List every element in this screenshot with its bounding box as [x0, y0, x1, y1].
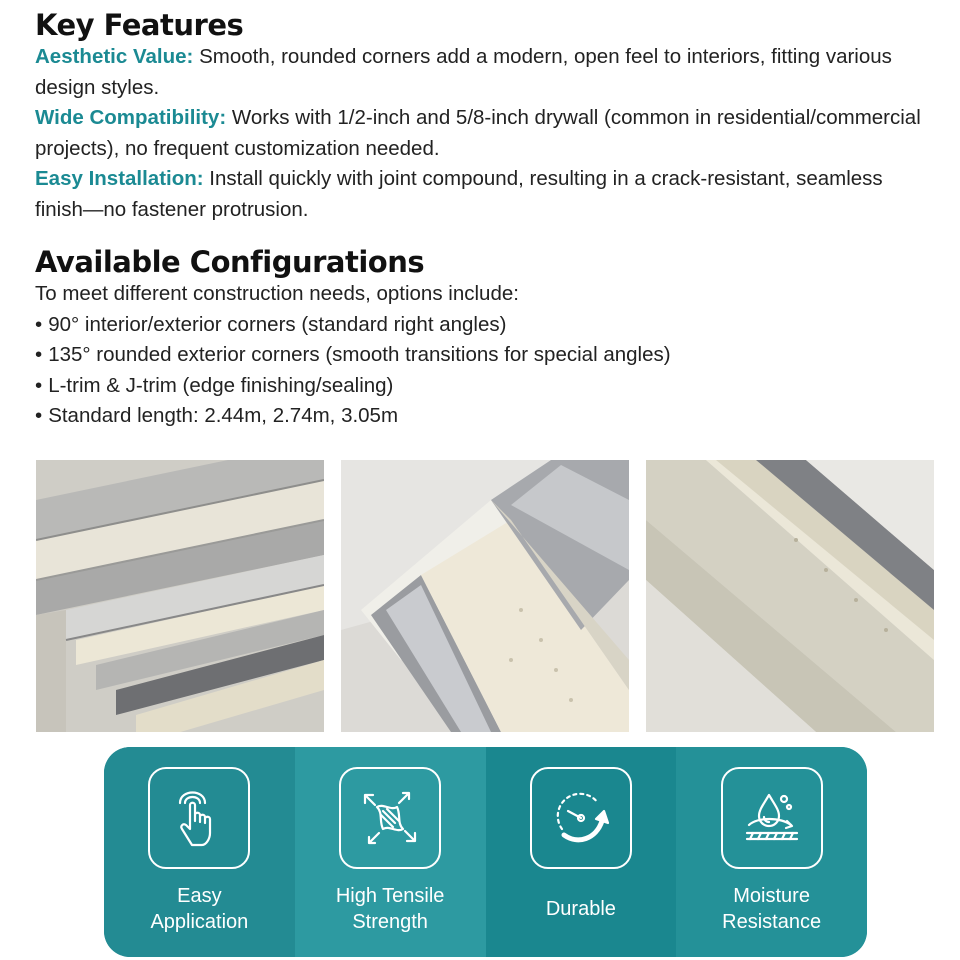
corner-bead-angle-photo [646, 460, 934, 732]
key-features-section [35, 8, 935, 225]
configurations-intro: To meet different construction needs, options include: [35, 282, 519, 305]
configuration-item: • 90° interior/exterior corners (standard right angles) [35, 310, 935, 341]
feature-item [35, 103, 935, 164]
benefit-durable [486, 747, 677, 957]
configuration-item: • 135° rounded exterior corners (smooth transitions for special angles) [35, 340, 935, 371]
benefit-label: High Tensile Strength [335, 885, 445, 933]
configuration-item: • L-trim & J-trim (edge finishing/sealing) [35, 371, 935, 402]
corner-bead-closeup-photo [341, 460, 629, 732]
configuration-item: • Standard length: 2.44m, 2.74m, 3.05m [35, 401, 935, 432]
hand-tap-icon [148, 767, 250, 869]
tensile-arrows-icon [339, 767, 441, 869]
benefit-label: Easy Application [150, 885, 249, 933]
key-features-title: Key Features [35, 8, 244, 42]
feature-item [35, 164, 935, 225]
benefit-label: Moisture Resistance [722, 885, 822, 933]
configurations-title: Available Configurations [35, 245, 425, 279]
configurations-section [35, 245, 935, 432]
benefit-easy-application [104, 747, 295, 957]
configurations-list [35, 310, 935, 432]
benefits-panel [104, 747, 867, 957]
feature-lead: Aesthetic Value: [35, 45, 194, 68]
benefit-moisture-resistance [676, 747, 867, 957]
benefit-high-tensile-strength [295, 747, 486, 957]
feature-lead: Easy Installation: [35, 167, 204, 190]
gauge-arrow-icon [530, 767, 632, 869]
key-features-list [35, 42, 935, 225]
corner-bead-stack-photo [36, 460, 324, 732]
feature-lead: Wide Compatibility: [35, 106, 227, 129]
feature-text: Install quickly with joint compound, resulting in a crack-resistant, seamless finish—no fastener protrusion. [35, 167, 883, 221]
feature-item [35, 42, 935, 103]
benefit-label: Durable [545, 898, 616, 920]
water-drop-icon [721, 767, 823, 869]
feature-text: Smooth, rounded corners add a modern, open feel to interiors, fitting various design styles. [35, 45, 892, 99]
feature-text: Works with 1/2-inch and 5/8-inch drywall (common in residential/commercial projects), no frequent customization needed. [35, 106, 921, 160]
